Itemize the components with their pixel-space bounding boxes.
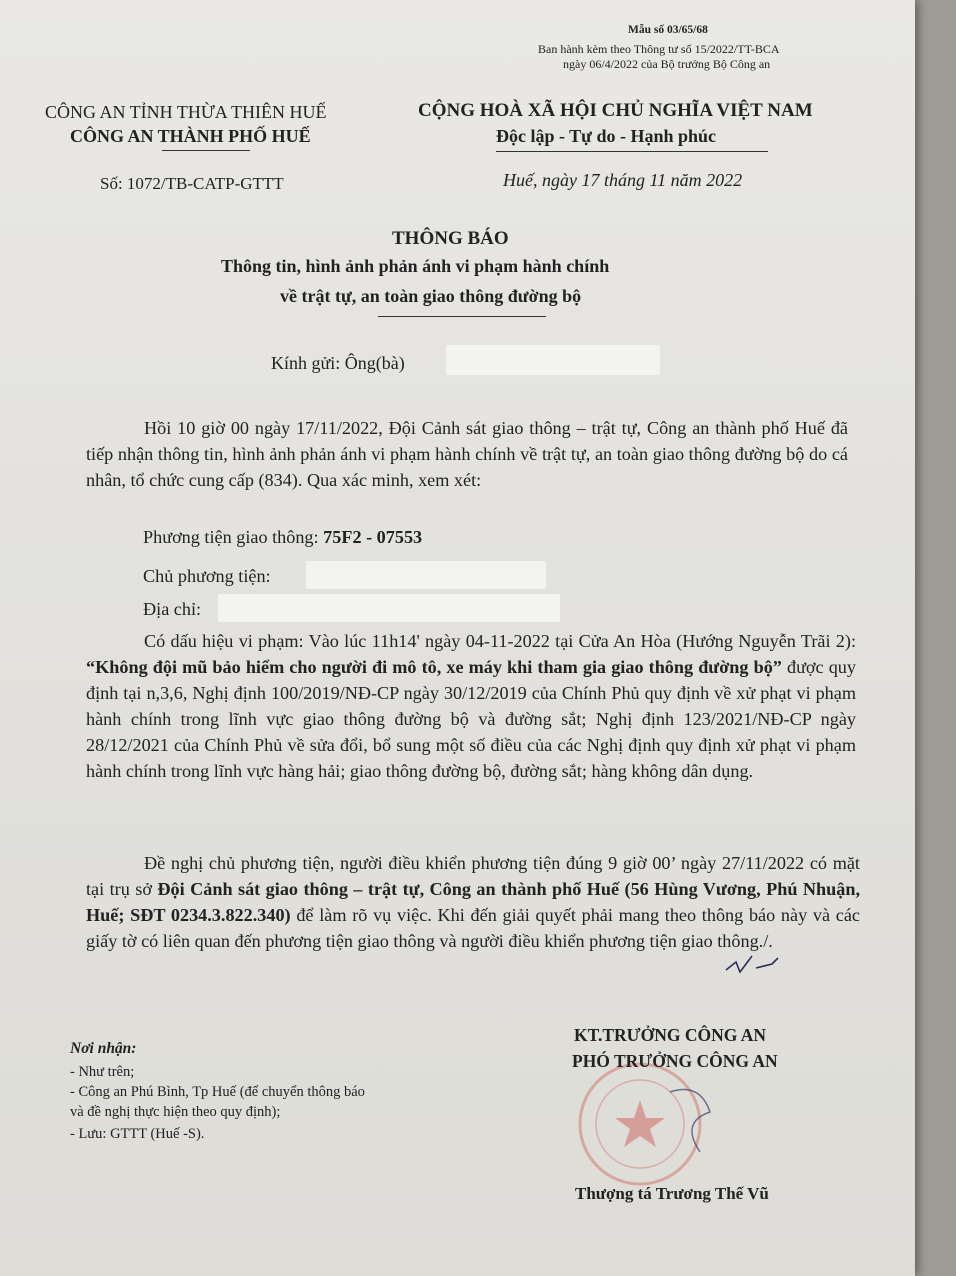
request-text-a: Đề nghị chủ phương tiện, người điều khiển phương tiện đúng 9 giờ 00’ ngày 27/11/2022 có mặt tại trụ sở: [86, 853, 860, 899]
vehicle-label: Phương tiện giao thông:: [143, 527, 324, 547]
document-subtitle-line2: về trật tự, an toàn giao thông đường bộ: [280, 286, 582, 306]
document-subtitle-line1: Thông tin, hình ảnh phản ánh vi phạm hành chính: [221, 256, 610, 276]
recipient-item: - Như trên;: [70, 1064, 135, 1080]
violation-text-b: được quy định tại n,3,6, Nghị định 100/2019/NĐ-CP ngày 30/12/2019 của Chính Phủ quy định về xử phạt vi phạm hành chính trong lĩnh vực giao thông đường bộ và đường sắt; Nghị định 123/2021/NĐ-CP ngày 28/12/2021 của Chính Phủ về sửa đổi, bổ sung một số điều của các Nghị định quy định xử phạt vi phạm hành chính trong lĩnh vực hàng hải; giao thông đường bộ, đường sắt; hàng không dân dụng.: [86, 657, 856, 781]
vehicle-plate: 75F2 - 07553: [323, 527, 423, 547]
paragraph-request: [86, 850, 860, 954]
form-issued-date: ngày 06/4/2022 của Bộ trưởng Bộ Công an: [563, 57, 771, 71]
agency-underline: [162, 150, 250, 151]
request-office: Đội Cảnh sát giao thông – trật tự, Công an thành phố Huế (56 Hùng Vương, Phú Nhuận, Huế; SĐT 0234.3.822.340): [86, 879, 861, 925]
national-motto: Độc lập - Tự do - Hạnh phúc: [496, 126, 717, 146]
recipient-item: và đề nghị thực hiện theo quy định);: [70, 1104, 281, 1120]
recipient-item: - Lưu: GTTT (Huế -S).: [70, 1126, 205, 1142]
violation-text-a: Có dấu hiệu vi phạm: Vào lúc 11h14' ngày 04-11-2022 tại Cửa An Hòa (Hướng Nguyễn Trãi 2):: [144, 631, 856, 651]
agency-parent: CÔNG AN TỈNH THỪA THIÊN HUẾ: [45, 102, 327, 122]
redacted-name: [446, 345, 660, 375]
signature-title-line2: PHÓ TRƯỞNG CÔNG AN: [572, 1051, 778, 1071]
form-number: Mẫu số 03/65/68: [628, 24, 708, 36]
greeting: Kính gửi: Ông(bà): [271, 353, 405, 373]
recipients-title: Nơi nhận:: [70, 1040, 137, 1057]
handwritten-mark-icon: [722, 950, 782, 980]
signer-name: Thượng tá Trương Thế Vũ: [575, 1184, 769, 1203]
paragraph-intro: Hồi 10 giờ 00 ngày 17/11/2022, Đội Cảnh sát giao thông – trật tự, Công an thành phố Huế đã tiếp nhận thông tin, hình ảnh phản ánh vi phạm hành chính về trật tự, an toàn giao thông đường bộ do cá nhân, tổ chức cung cấp (834). Qua xác minh, xem xét:: [86, 418, 848, 490]
request-text-b: để làm rõ vụ việc. Khi đến giải quyết phải mang theo thông báo này và các giấy tờ có liên quan đến phương tiện giao thông và người điều khiển phương tiện giao thông./.: [86, 905, 861, 951]
motto-underline: [496, 151, 768, 152]
official-seal-icon: [560, 1052, 730, 1192]
form-issued-with: Ban hành kèm theo Thông tư số 15/2022/TT-BCA: [538, 42, 780, 56]
paragraph-violation: [86, 628, 856, 784]
national-title: CỘNG HOÀ XÃ HỘI CHỦ NGHĨA VIỆT NAM: [418, 100, 813, 121]
address-label: Địa chỉ:: [143, 599, 202, 619]
recipient-item: - Công an Phú Bình, Tp Huế (để chuyển thông báo: [70, 1084, 365, 1100]
owner-label: Chủ phương tiện:: [143, 566, 271, 586]
document-date: Huế, ngày 17 tháng 11 năm 2022: [503, 170, 743, 190]
agency-name: CÔNG AN THÀNH PHỐ HUẾ: [70, 126, 311, 146]
redacted-owner: [306, 561, 546, 589]
signature-title-line1: KT.TRƯỞNG CÔNG AN: [574, 1025, 767, 1045]
redacted-address: [218, 594, 560, 622]
document-title: THÔNG BÁO: [392, 228, 509, 249]
document-number: Số: 1072/TB-CATP-GTTT: [100, 174, 284, 193]
violation-description: “Không đội mũ bảo hiểm cho người đi mô tô, xe máy khi tham gia giao thông đường bộ”: [86, 657, 782, 677]
vehicle-line: [143, 527, 422, 548]
subtitle-underline: [378, 316, 546, 317]
